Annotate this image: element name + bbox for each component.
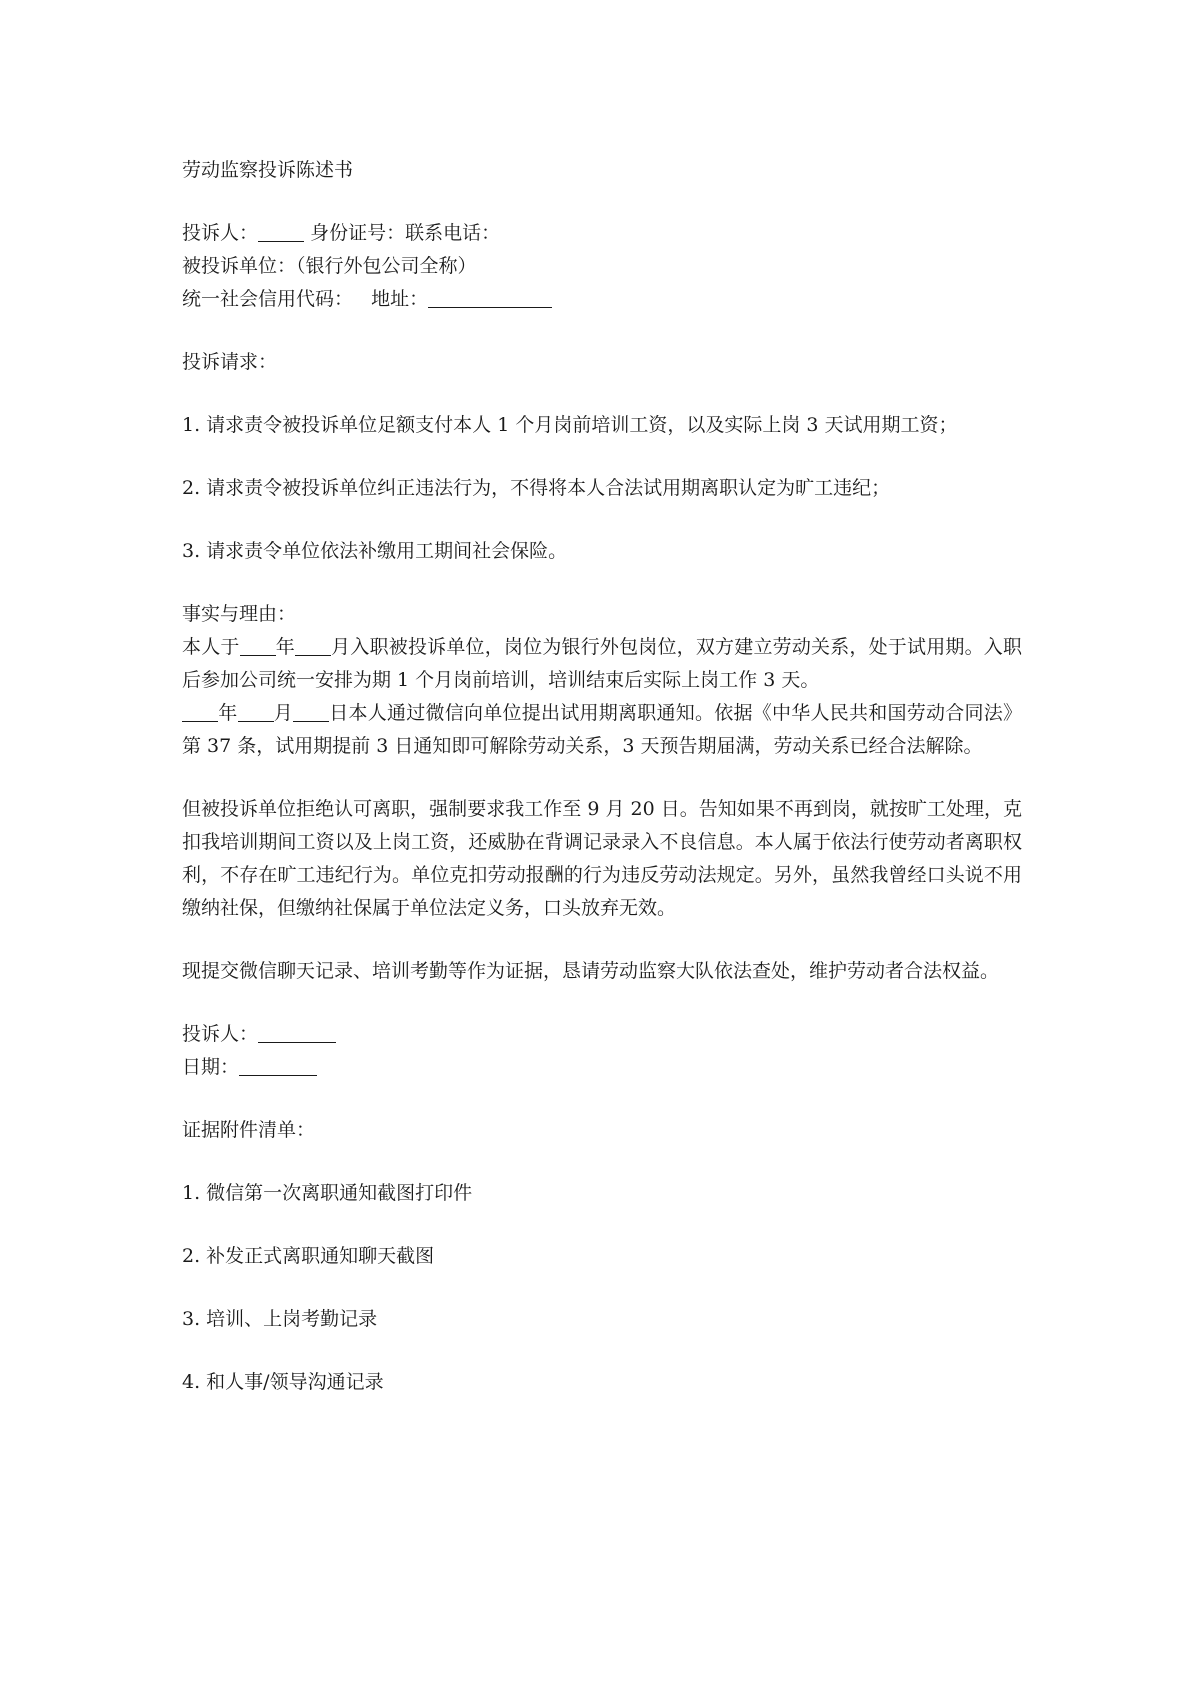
- facts-text: 年: [275, 636, 295, 658]
- phone-label: 联系电话：: [405, 222, 501, 244]
- complainant-line: [182, 217, 1022, 250]
- respondent-label: 被投诉单位：: [182, 255, 297, 277]
- facts-heading: 事实与理由：: [182, 603, 297, 625]
- facts-paragraph: 现提交微信聊天记录、培训考勤等作为证据，恳请劳动监察大队依法查处，维护劳动者合法权益。: [182, 960, 1000, 982]
- complainant-label: 投诉人：: [182, 222, 259, 244]
- credit-code-label: 统一社会信用代码：: [182, 288, 354, 310]
- facts-text: 日本人通过微信向单位提出试用期离职通知。依据《中华人民共和国劳动合同法》第 37 条，试用期提前 3 日通知即可解除劳动关系，3 天预告期届满，劳动关系已经合法解除。: [182, 702, 1022, 757]
- request-item: 1. 请求责令被投诉单位足额支付本人 1 个月岗前培训工资，以及实际上岗 3 天试用期工资；: [182, 414, 958, 436]
- day-blank: [293, 699, 329, 722]
- signature-complainant: [182, 1018, 1022, 1051]
- id-label: 身份证号：: [310, 222, 406, 244]
- date-blank: [239, 1053, 317, 1076]
- respondent-value: （银行外包公司全称）: [296, 255, 477, 277]
- signature-blank: [258, 1020, 336, 1043]
- request-item: 2. 请求责令被投诉单位纠正违法行为，不得将本人合法试用期离职认定为旷工违纪；: [182, 477, 891, 499]
- facts-text: 本人于: [182, 636, 240, 658]
- header-block: [182, 217, 1022, 316]
- facts-text: 月: [273, 702, 293, 724]
- facts-paragraph: 但被投诉单位拒绝认可离职，强制要求我工作至 9 月 20 日。告知如果不再到岗，就按旷工处理，克扣我培训期间工资以及上岗工资，还威胁在背调记录录入不良信息。本人属于依法行使劳动者离职权利，不存在旷工违纪行为。单位克扣劳动报酬的行为违反劳动法规定。另外，虽然我曾经口头说不用缴纳社保，但缴纳社保属于单位法定义务，口头放弃无效。: [182, 798, 1022, 919]
- respondent-line: [182, 250, 1022, 283]
- address-blank: [428, 285, 552, 308]
- credit-code-line: [182, 283, 1022, 316]
- evidence-item: 2. 补发正式离职通知聊天截图: [182, 1245, 435, 1267]
- requests-heading: 投诉请求：: [182, 351, 278, 373]
- facts-text: 月入职被投诉单位，岗位为银行外包岗位，双方建立劳动关系，处于试用期。入职后参加公司统一安排为期 1 个月岗前培训，培训结束后实际上岗工作 3 天。: [182, 636, 1022, 691]
- year-blank: [240, 633, 276, 656]
- evidence-item: 1. 微信第一次离职通知截图打印件: [182, 1182, 473, 1204]
- facts-paragraph: [182, 631, 1022, 763]
- complainant-blank: [258, 219, 304, 242]
- evidence-item: 3. 培训、上岗考勤记录: [182, 1308, 378, 1330]
- evidence-heading: 证据附件清单：: [182, 1119, 316, 1141]
- signature-block: [182, 1018, 1022, 1084]
- document-title: 劳动监察投诉陈述书: [182, 159, 354, 181]
- month-blank: [295, 633, 331, 656]
- address-label: 地址：: [371, 288, 429, 310]
- signature-date: [182, 1051, 1022, 1084]
- year-blank: [182, 699, 218, 722]
- document-page: [182, 154, 1022, 1399]
- request-item: 3. 请求责令单位依法补缴用工期间社会保险。: [182, 540, 568, 562]
- month-blank: [238, 699, 274, 722]
- facts-text: 年: [218, 702, 238, 724]
- signature-complainant-label: 投诉人：: [182, 1023, 259, 1045]
- evidence-item: 4. 和人事/领导沟通记录: [182, 1371, 384, 1393]
- signature-date-label: 日期：: [182, 1056, 240, 1078]
